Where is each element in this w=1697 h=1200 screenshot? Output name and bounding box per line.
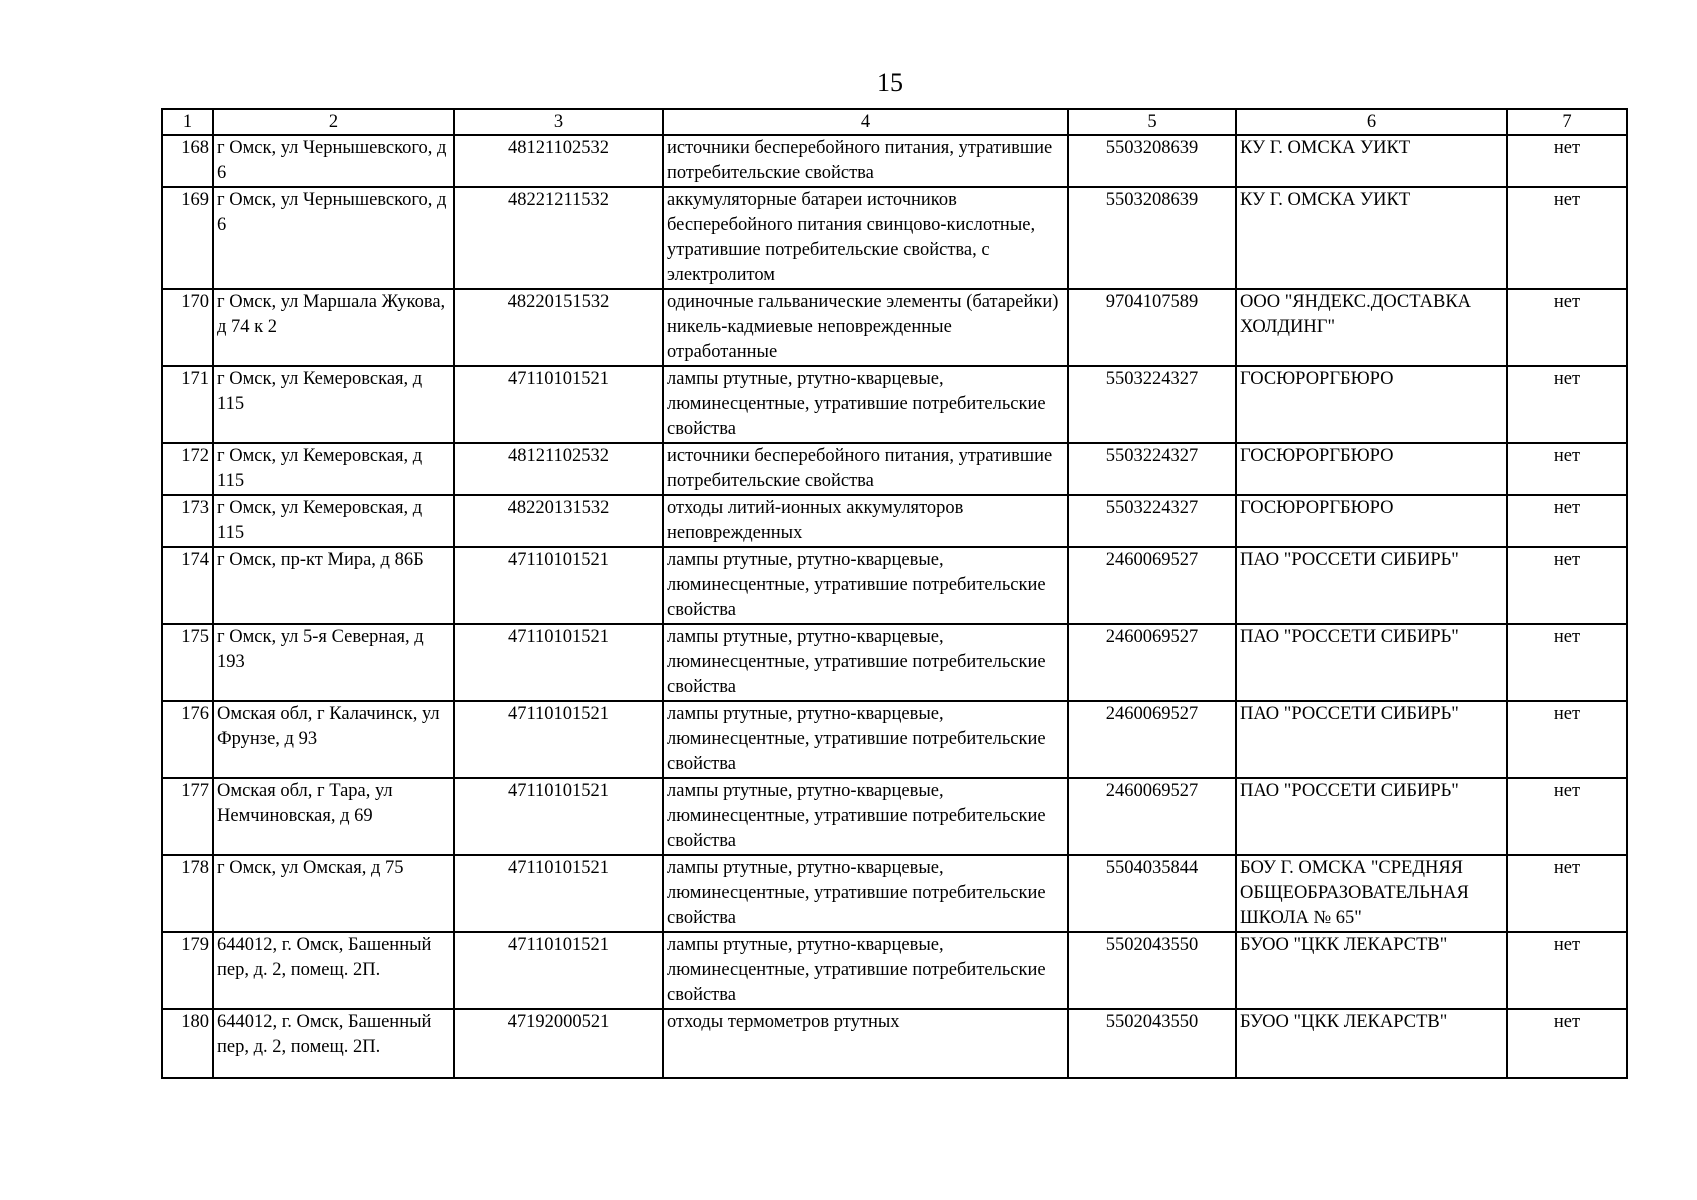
address-cell: 644012, г. Омск, Башенный пер, д. 2, помещ. 2П. (213, 1009, 454, 1078)
waste-description-cell: лампы ртутные, ртутно-кварцевые, люминесцентные, утратившие потребительские свойства (663, 932, 1068, 1009)
waste-description-cell: аккумуляторные батареи источников бесперебойного питания свинцово-кислотные, утратившие потребительские свойства, с электролитом (663, 187, 1068, 289)
column-header-5: 5 (1068, 109, 1236, 135)
organization-cell: КУ Г. ОМСКА УИКТ (1236, 135, 1507, 187)
table-header (162, 109, 1627, 135)
organization-cell: ПАО "РОССЕТИ СИБИРЬ" (1236, 624, 1507, 701)
table-row (162, 495, 1627, 547)
row-number: 174 (162, 547, 213, 624)
flag-cell: нет (1507, 624, 1627, 701)
waste-description-cell: лампы ртутные, ртутно-кварцевые, люминесцентные, утратившие потребительские свойства (663, 366, 1068, 443)
flag-cell: нет (1507, 855, 1627, 932)
inn-cell: 5503208639 (1068, 135, 1236, 187)
table-row (162, 701, 1627, 778)
address-cell: г Омск, ул Маршала Жукова, д 74 к 2 (213, 289, 454, 366)
waste-code-cell: 47110101521 (454, 701, 663, 778)
organization-cell: ПАО "РОССЕТИ СИБИРЬ" (1236, 778, 1507, 855)
waste-code-cell: 48221211532 (454, 187, 663, 289)
organization-cell: ГОСЮРОРГБЮРО (1236, 495, 1507, 547)
waste-description-cell: лампы ртутные, ртутно-кварцевые, люминесцентные, утратившие потребительские свойства (663, 701, 1068, 778)
organization-cell: ПАО "РОССЕТИ СИБИРЬ" (1236, 701, 1507, 778)
inn-cell: 9704107589 (1068, 289, 1236, 366)
waste-description-cell: одиночные гальванические элементы (батарейки) никель-кадмиевые неповрежденные отработанные (663, 289, 1068, 366)
organization-cell: БОУ Г. ОМСКА "СРЕДНЯЯ ОБЩЕОБРАЗОВАТЕЛЬНАЯ ШКОЛА № 65" (1236, 855, 1507, 932)
row-number: 169 (162, 187, 213, 289)
waste-code-cell: 48121102532 (454, 443, 663, 495)
table-row (162, 366, 1627, 443)
column-header-4: 4 (663, 109, 1068, 135)
flag-cell: нет (1507, 932, 1627, 1009)
waste-code-cell: 48121102532 (454, 135, 663, 187)
waste-code-cell: 47110101521 (454, 855, 663, 932)
waste-code-cell: 48220131532 (454, 495, 663, 547)
row-number: 168 (162, 135, 213, 187)
table-row (162, 624, 1627, 701)
waste-code-cell: 47110101521 (454, 932, 663, 1009)
waste-code-cell: 47110101521 (454, 366, 663, 443)
waste-code-cell: 47110101521 (454, 624, 663, 701)
inn-cell: 5504035844 (1068, 855, 1236, 932)
inn-cell: 5503224327 (1068, 366, 1236, 443)
row-number: 173 (162, 495, 213, 547)
row-number: 170 (162, 289, 213, 366)
inn-cell: 2460069527 (1068, 778, 1236, 855)
waste-code-cell: 47110101521 (454, 778, 663, 855)
flag-cell: нет (1507, 701, 1627, 778)
address-cell: г Омск, ул 5-я Северная, д 193 (213, 624, 454, 701)
address-cell: г Омск, ул Кемеровская, д 115 (213, 443, 454, 495)
row-number: 176 (162, 701, 213, 778)
address-cell: Омская обл, г Тара, ул Немчиновская, д 69 (213, 778, 454, 855)
waste-description-cell: лампы ртутные, ртутно-кварцевые, люминесцентные, утратившие потребительские свойства (663, 778, 1068, 855)
flag-cell: нет (1507, 778, 1627, 855)
column-header-3: 3 (454, 109, 663, 135)
table-row (162, 289, 1627, 366)
waste-code-cell: 47110101521 (454, 547, 663, 624)
inn-cell: 5502043550 (1068, 932, 1236, 1009)
inn-cell: 2460069527 (1068, 547, 1236, 624)
table-row (162, 1009, 1627, 1078)
row-number: 172 (162, 443, 213, 495)
flag-cell: нет (1507, 289, 1627, 366)
address-cell: г Омск, ул Чернышевского, д 6 (213, 187, 454, 289)
inn-cell: 5503224327 (1068, 495, 1236, 547)
address-cell: 644012, г. Омск, Башенный пер, д. 2, помещ. 2П. (213, 932, 454, 1009)
row-number: 178 (162, 855, 213, 932)
column-header-2: 2 (213, 109, 454, 135)
flag-cell: нет (1507, 366, 1627, 443)
column-header-1: 1 (162, 109, 213, 135)
table-row (162, 932, 1627, 1009)
flag-cell: нет (1507, 443, 1627, 495)
waste-description-cell: источники бесперебойного питания, утратившие потребительские свойства (663, 443, 1068, 495)
column-header-7: 7 (1507, 109, 1627, 135)
inn-cell: 5503224327 (1068, 443, 1236, 495)
waste-description-cell: отходы литий-ионных аккумуляторов неповрежденных (663, 495, 1068, 547)
address-cell: г Омск, ул Чернышевского, д 6 (213, 135, 454, 187)
flag-cell: нет (1507, 495, 1627, 547)
column-header-6: 6 (1236, 109, 1507, 135)
waste-description-cell: лампы ртутные, ртутно-кварцевые, люминесцентные, утратившие потребительские свойства (663, 547, 1068, 624)
table-row (162, 187, 1627, 289)
table-row (162, 547, 1627, 624)
organization-cell: БУОО "ЦКК ЛЕКАРСТВ" (1236, 932, 1507, 1009)
row-number: 180 (162, 1009, 213, 1078)
page-number: 15 (877, 68, 903, 97)
header-row (162, 109, 1627, 135)
organization-cell: БУОО "ЦКК ЛЕКАРСТВ" (1236, 1009, 1507, 1078)
address-cell: Омская обл, г Калачинск, ул Фрунзе, д 93 (213, 701, 454, 778)
row-number: 175 (162, 624, 213, 701)
flag-cell: нет (1507, 187, 1627, 289)
inn-cell: 2460069527 (1068, 624, 1236, 701)
flag-cell: нет (1507, 135, 1627, 187)
table-row (162, 778, 1627, 855)
flag-cell: нет (1507, 547, 1627, 624)
table-body (162, 135, 1627, 1078)
address-cell: г Омск, ул Кемеровская, д 115 (213, 495, 454, 547)
table-row (162, 135, 1627, 187)
waste-code-cell: 47192000521 (454, 1009, 663, 1078)
organization-cell: ПАО "РОССЕТИ СИБИРЬ" (1236, 547, 1507, 624)
waste-description-cell: источники бесперебойного питания, утратившие потребительские свойства (663, 135, 1068, 187)
waste-description-cell: лампы ртутные, ртутно-кварцевые, люминесцентные, утратившие потребительские свойства (663, 855, 1068, 932)
waste-registry-table (161, 108, 1628, 1079)
row-number: 179 (162, 932, 213, 1009)
row-number: 177 (162, 778, 213, 855)
row-number: 171 (162, 366, 213, 443)
address-cell: г Омск, ул Омская, д 75 (213, 855, 454, 932)
flag-cell: нет (1507, 1009, 1627, 1078)
organization-cell: КУ Г. ОМСКА УИКТ (1236, 187, 1507, 289)
waste-code-cell: 48220151532 (454, 289, 663, 366)
table-row (162, 443, 1627, 495)
waste-description-cell: лампы ртутные, ртутно-кварцевые, люминесцентные, утратившие потребительские свойства (663, 624, 1068, 701)
inn-cell: 5502043550 (1068, 1009, 1236, 1078)
address-cell: г Омск, ул Кемеровская, д 115 (213, 366, 454, 443)
inn-cell: 2460069527 (1068, 701, 1236, 778)
organization-cell: ГОСЮРОРГБЮРО (1236, 443, 1507, 495)
inn-cell: 5503208639 (1068, 187, 1236, 289)
waste-description-cell: отходы термометров ртутных (663, 1009, 1068, 1078)
organization-cell: ООО "ЯНДЕКС.ДОСТАВКА ХОЛДИНГ" (1236, 289, 1507, 366)
address-cell: г Омск, пр-кт Мира, д 86Б (213, 547, 454, 624)
table-row (162, 855, 1627, 932)
organization-cell: ГОСЮРОРГБЮРО (1236, 366, 1507, 443)
